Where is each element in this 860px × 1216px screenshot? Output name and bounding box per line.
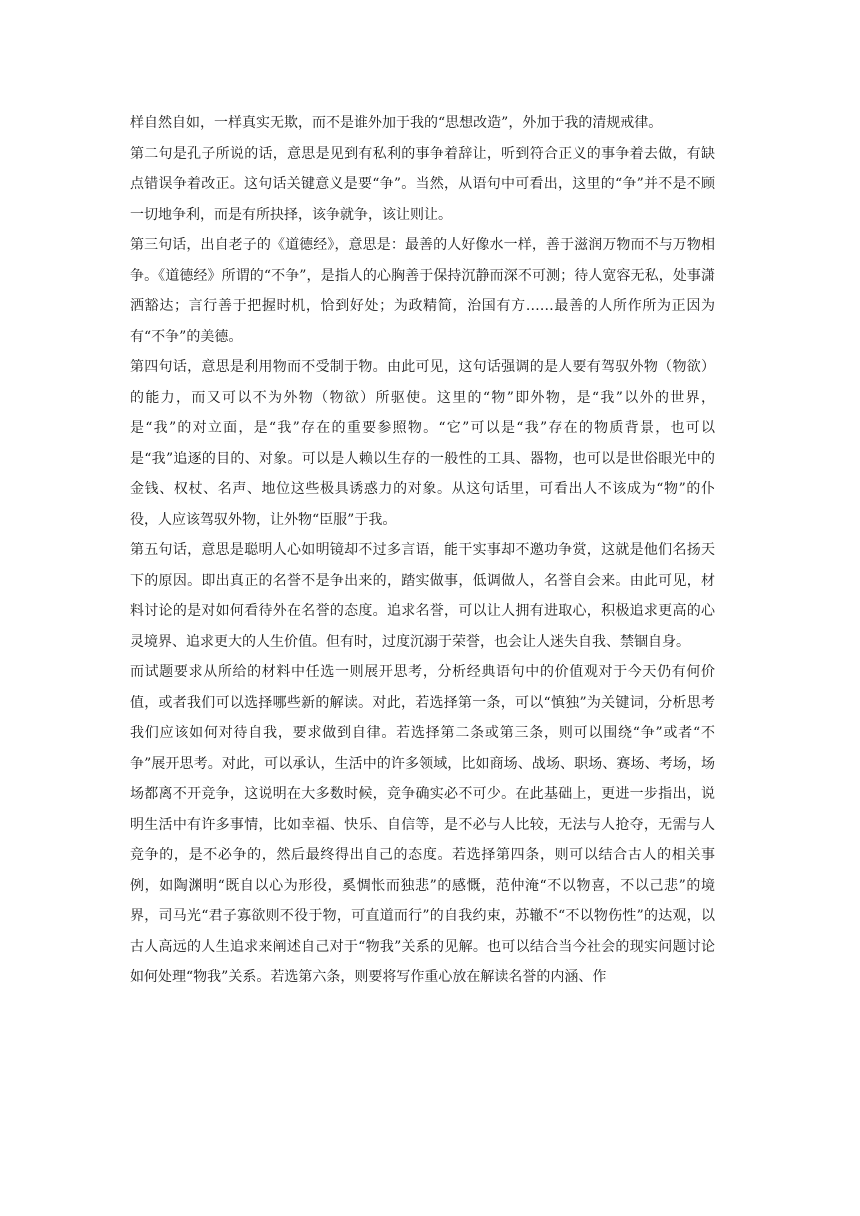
paragraph-2: 第二句是孔子所说的话，意思是见到有私利的事争着辞让，听到符合正义的事争着去做，有缺点错误争着改正。这句话关键意义是要“争”。当然，从语句中可看出，这里的“争”并不是不顾一切地争利，而是有所抉择，该争就争，该让则让。 bbox=[130, 145, 715, 223]
paragraph-1: 样自然自如，一样真实无欺，而不是谁外加于我的“思想改造”，外加于我的清规戒律。 bbox=[130, 115, 663, 131]
paragraph-4: 第四句话，意思是利用物而不受制于物。由此可见，这句话强调的是人要有驾驭外物（物欲）的能力，而又可以不为外物（物欲）所驱使。这里的“物”即外物，是“我”以外的世界，是“我”的对立面，是“我”存在的重要参照物。“它”可以是“我”存在的物质背景，也可以是“我”追逐的目的、对象。可以是人赖以生存的一般性的工具、器物，也可以是世俗眼光中的金钱、权杖、名声、地位这些极具诱惑力的对象。从这句话里，可看出人不该成为“物”的仆役，人应该驾驭外物，让外物“臣服”于我。 bbox=[130, 359, 715, 528]
paragraph-6: 而试题要求从所给的材料中任选一则展开思考，分析经典语句中的价值观对于今天仍有何价值，或者我们可以选择哪些新的解读。对此，若选择第一条，可以“慎独”为关键词，分析思考我们应该如何对待自我，要求做到自律。若选择第二条或第三条，则可以围绕“争”或者“不争”展开思考。对此，可以承认，生活中的许多领域，比如商场、战场、职场、赛场、考场，场场都离不开竞争，这说明在大多数时候，竞争确实必不可少。在此基础上，更进一步指出，说明生活中有许多事情，比如幸福、快乐、自信等，是不必与人比较，无法与人抢夺，无需与人竞争的，是不必争的，然后最终得出自己的态度。若选择第四条，则可以结合古人的相关事例，如陶渊明“既自以心为形役，奚惆怅而独悲”的感慨，范仲淹“不以物喜，不以己悲”的境界，司马光“君子寡欲则不役于物，可直道而行”的自我约束，苏辙不“不以物伤性”的达观，以古人高远的人生追求来阐述自己对于“物我”关系的见解。也可以结合当今社会的现实问题讨论如何处理“物我”关系。若选第六条，则要将写作重心放在解读名誉的内涵、作 bbox=[130, 664, 715, 985]
document-page bbox=[130, 108, 715, 993]
paragraph-5: 第五句话，意思是聪明人心如明镜却不过多言语，能干实事却不邀功争赏，这就是他们名扬天下的原因。即出真正的名誉不是争出来的，踏实做事，低调做人，名誉自会来。由此可见，材料讨论的是对如何看待外在名誉的态度。追求名誉，可以让人拥有进取心，积极追求更高的心灵境界、追求更大的人生价值。但有时，过度沉溺于荣誉，也会让人迷失自我、禁锢自身。 bbox=[130, 542, 715, 650]
paragraph-3: 第三句话，出自老子的《道德经》，意思是：最善的人好像水一样，善于滋润万物而不与万物相争。《道德经》所谓的“不争”，是指人的心胸善于保持沉静而深不可测；待人宽容无私，处事潇洒豁达；言行善于把握时机，恰到好处；为政精简，治国有方……最善的人所作所为正因为有“不争”的美德。 bbox=[130, 237, 715, 345]
